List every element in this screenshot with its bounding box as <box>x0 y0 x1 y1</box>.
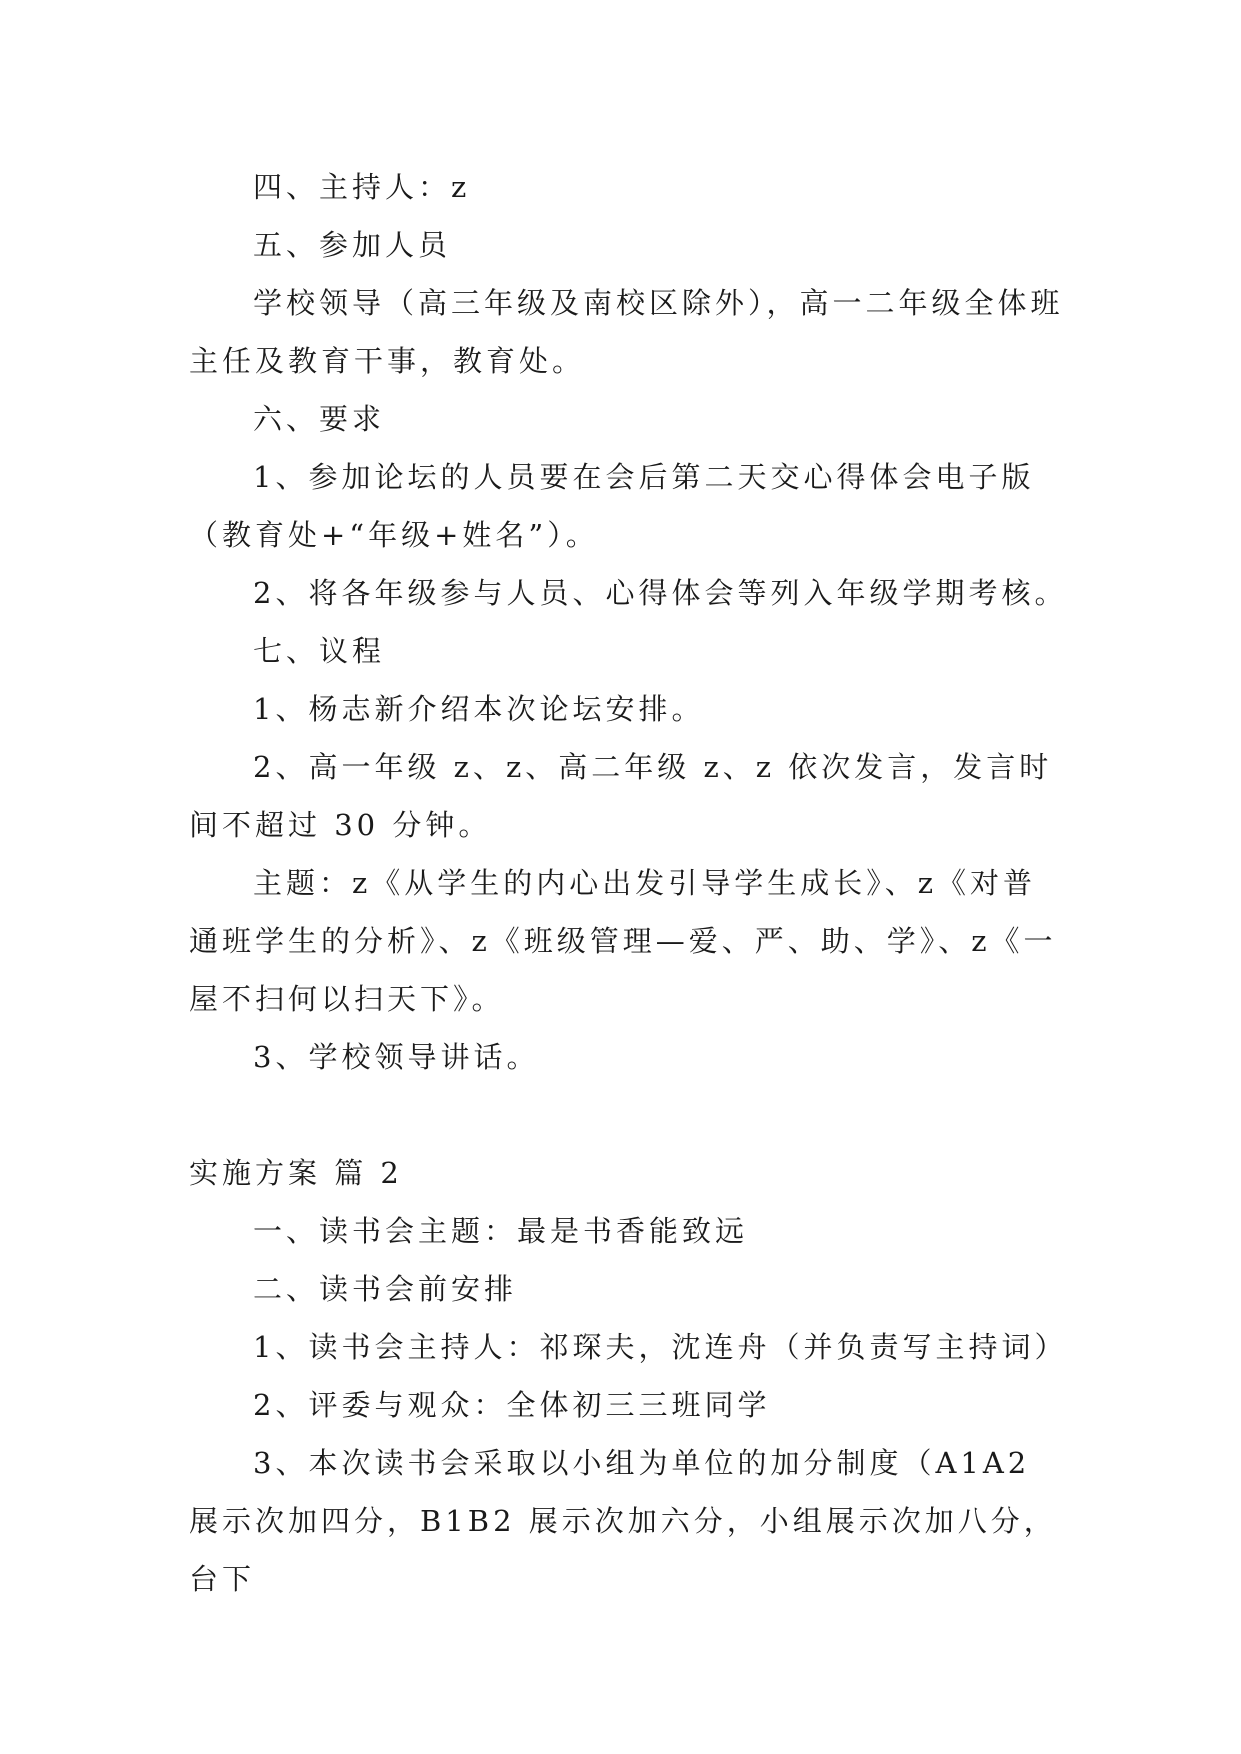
host-line: 四、主持人：z <box>253 170 471 204</box>
requirement-item-2: 2、将各年级参与人员、心得体会等列入年级学期考核。 <box>253 576 1068 610</box>
section-2-title: 实施方案 篇 2 <box>189 1156 403 1190</box>
agenda-item-1: 1、杨志新介绍本次论坛安排。 <box>253 692 705 726</box>
prep-item-2: 2、评委与观众：全体初三三班同学 <box>253 1388 771 1422</box>
participants-paragraph: 学校领导（高三年级及南校区除外），高一二年级全体班主任及教育干事，教育处。 <box>189 286 1064 378</box>
agenda-item-3: 3、学校领导讲话。 <box>253 1040 540 1074</box>
themes-paragraph: 主题：z《从学生的内心出发引导学生成长》、z《对普通班学生的分析》、z《班级管理—爱、严、助、学》、z《一屋不扫何以扫天下》。 <box>189 866 1057 1016</box>
prep-item-3: 3、本次读书会采取以小组为单位的加分制度（A1A2 展示次加四分，B1B2 展示次加六分，小组展示次加八分，台下 <box>189 1446 1057 1596</box>
requirement-item-1: 1、参加论坛的人员要在会后第二天交心得体会电子版（教育处+“年级+姓名”）。 <box>189 460 1035 552</box>
reading-theme: 一、读书会主题：最是书香能致远 <box>253 1214 749 1248</box>
agenda-heading: 七、议程 <box>253 634 386 668</box>
requirements-heading: 六、要求 <box>253 402 386 436</box>
prep-heading: 二、读书会前安排 <box>253 1272 518 1306</box>
participants-heading: 五、参加人员 <box>253 228 452 262</box>
prep-item-1: 1、读书会主持人：祁琛夫，沈连舟（并负责写主持词） <box>253 1330 1068 1364</box>
agenda-item-2: 2、高一年级 z、z、高二年级 z、z 依次发言，发言时间不超过 30 分钟。 <box>189 750 1053 842</box>
document-body <box>189 158 1069 1608</box>
